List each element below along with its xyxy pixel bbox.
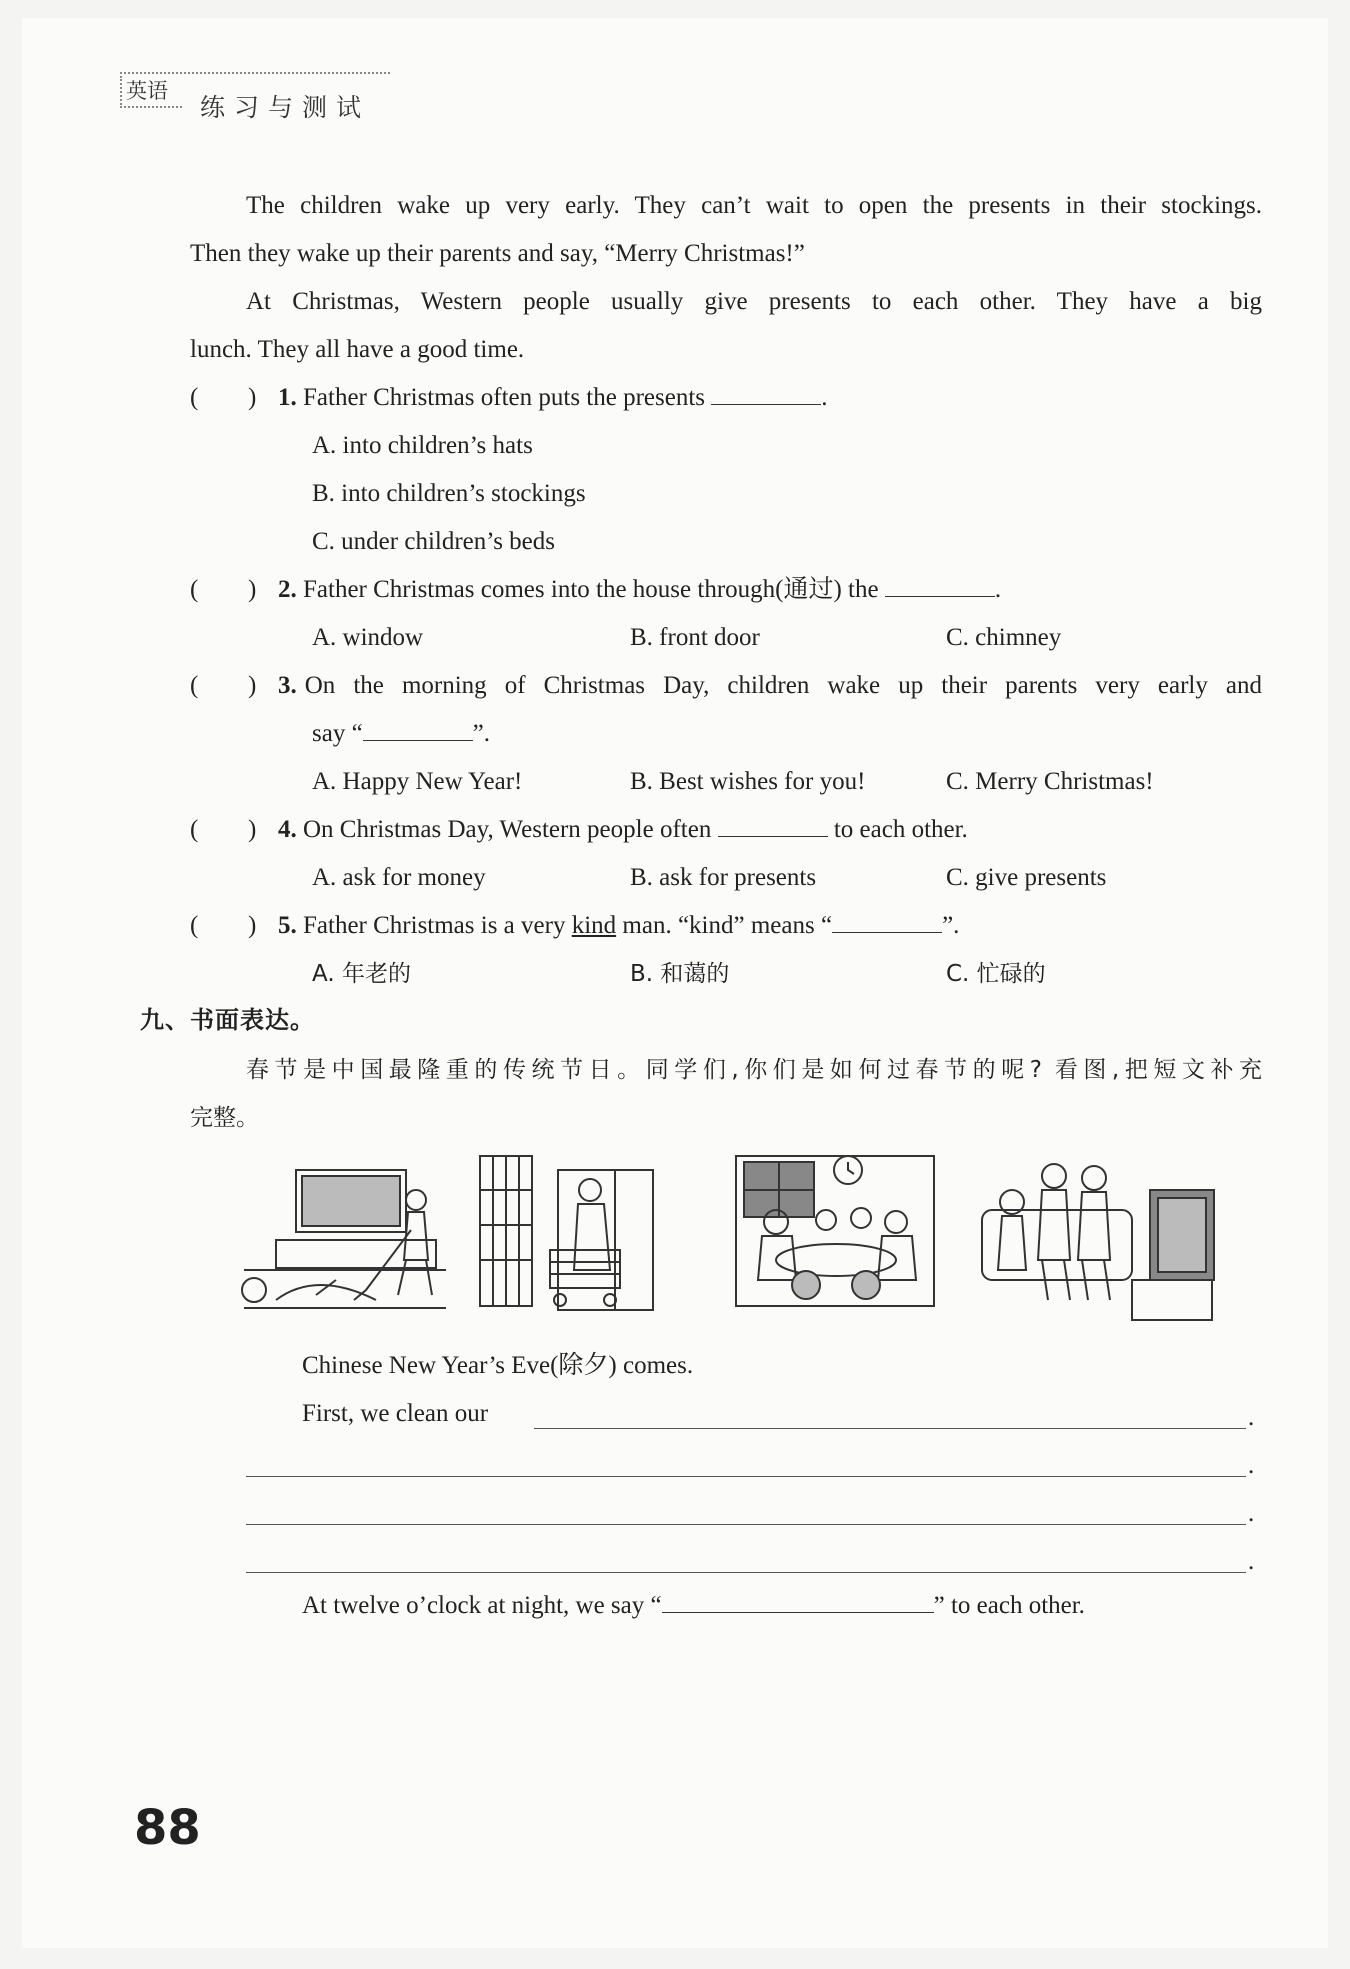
line-period: . [1248,1452,1255,1479]
passage-line-4: lunch. They all have a good time. [190,336,525,363]
instructions-line-1: 春节是中国最隆重的传统节日。同学们,你们是如何过春节的呢? 看图,把短文补充 [246,1057,1262,1083]
greeting-blank[interactable] [662,1586,934,1613]
option-a: A. into children’s hats [312,432,533,459]
first-line-lead: First, we clean our [302,1400,489,1427]
last-line-lead: At twelve o’clock at night, we say “ [302,1592,662,1619]
question-number: 4. [278,816,297,843]
option-c: C. give presents [946,864,1107,891]
option-b: B. ask for presents [630,864,817,891]
answer-blank[interactable] [363,714,473,741]
passage-line-3: At Christmas, Western people usually give presents to each other. They have a big [246,288,1262,315]
writing-line-4[interactable] [246,1572,1246,1573]
answer-blank[interactable] [718,810,828,837]
page-header [120,56,390,126]
option-b: B. front door [630,624,760,651]
question-number: 3. [278,672,297,699]
passage-line-2: Then they wake up their parents and say, “Merry Christmas!” [190,240,805,267]
answer-blank[interactable] [832,906,942,933]
line-period: . [1248,1404,1255,1431]
answer-paren-close: ) [248,384,257,411]
family-dinner-picture [736,1156,934,1306]
answer-paren-close: ) [248,816,257,843]
shopping-picture [480,1156,653,1310]
last-line-end: ” to each other. [933,1592,1085,1619]
option-a: A. ask for money [312,864,486,891]
page-number: 88 [134,1800,201,1856]
ball-icon [242,1278,266,1302]
option-a: A. Happy New Year! [312,768,523,795]
question-stem: Father Christmas is a very [303,912,566,939]
question-end: to each other. [833,816,968,843]
answer-blank[interactable] [885,570,995,597]
question-stem-cont: say “ [312,720,363,747]
answer-paren-open: ( [190,576,199,603]
line-period: . [1248,1548,1255,1575]
answer-paren-close: ) [248,912,257,939]
question-text [278,566,1001,614]
line-period: . [1248,1500,1255,1527]
question-end: . [994,576,1002,603]
underlined-word: kind [571,912,617,939]
option-a: A. 年老的 [312,961,411,987]
writing-line-1[interactable] [534,1428,1246,1429]
option-c: C. chimney [946,624,1062,651]
last-line [302,1582,1085,1630]
answer-paren-open: ( [190,816,199,843]
option-c: C. Merry Christmas! [946,768,1154,795]
question-text [278,902,959,950]
passage-line-1: The children wake up very early. They can’t wait to open the presents in their stockings. [246,192,1262,219]
person-icon [406,1190,426,1210]
option-c: C. under children’s beds [312,528,556,555]
subject-label: 英语 [120,76,182,108]
question-text [278,662,1262,710]
question-end: ”. [942,912,960,939]
option-c: C. 忙碌的 [946,961,1046,987]
writing-line-2[interactable] [246,1476,1246,1477]
question-end: ”. [472,720,491,747]
question-end: . [821,384,828,411]
watching-tv-picture [982,1164,1214,1320]
instructions-line-2: 完整。 [190,1105,259,1131]
question-text [278,806,968,854]
person-icon [579,1179,601,1201]
option-b: B. 和蔼的 [630,961,730,987]
question-stem: On Christmas Day, Western people often [303,816,712,843]
header-dotted-rule [120,72,390,74]
answer-paren-close: ) [248,576,257,603]
answer-paren-open: ( [190,672,199,699]
question-text [278,374,828,422]
question-text-cont [312,710,490,758]
question-number: 5. [278,912,297,939]
answer-blank[interactable] [711,378,821,405]
question-stem: Father Christmas comes into the house through(通过) the [303,576,879,603]
section-title: 九、书面表达。 [140,1006,315,1034]
eve-line: Chinese New Year’s Eve(除夕) comes. [302,1352,694,1379]
option-b: B. into children’s stockings [312,480,586,507]
answer-paren-open: ( [190,384,199,411]
question-number: 1. [278,384,297,411]
answer-paren-close: ) [248,672,257,699]
question-stem: On the morning of Christmas Day, children wake up their parents very early and [304,672,1262,699]
writing-line-3[interactable] [246,1524,1246,1525]
answer-paren-open: ( [190,912,199,939]
cleaning-picture [242,1170,446,1308]
option-a: A. window [312,624,424,651]
option-b: B. Best wishes for you! [630,768,866,795]
question-number: 2. [278,576,297,603]
question-stem-cont: man. “kind” means “ [622,912,833,939]
picture-strip [236,1150,1226,1330]
book-title: 练习与测试 [200,93,371,122]
question-stem: Father Christmas often puts the presents [303,384,706,411]
